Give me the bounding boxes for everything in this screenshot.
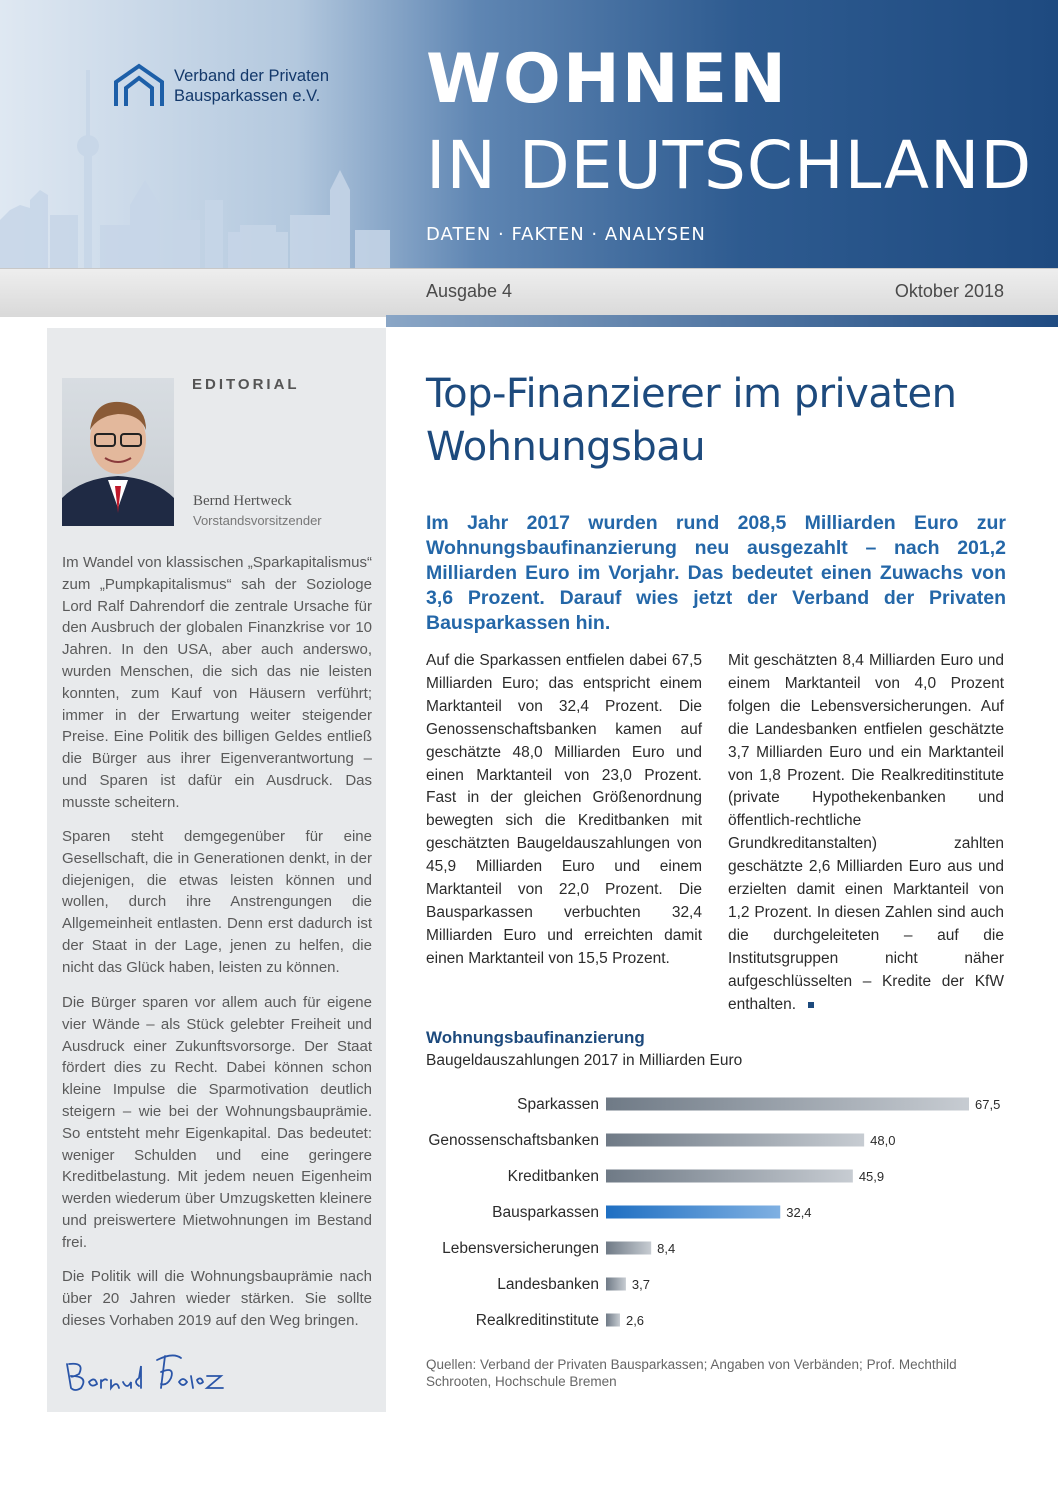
logo-line2: Bausparkassen e.V.	[174, 87, 321, 105]
value-label: 3,7	[631, 1277, 650, 1292]
article-column-1: Auf die Sparkassen entfielen dabei 67,5 Milliarden Euro; das entspricht einem Marktanteil von 32,4 Prozent. Die Genossenschaftsbanken kamen auf geschätzte 48,0 Milliarden Euro und einen Marktanteil von 23,0 Prozent. Fast in der gleichen Größenordnung bewegten sich die Kreditbanken mit geschätzten Baugeldauszahlungen von 45,9 Milliarden Euro und einem Marktanteil von 22,0 Prozent. Die Bausparkassen verbuchten 32,4 Milliarden Euro und erreichten damit einen Marktanteil von 15,5 Prozent.	[426, 652, 702, 967]
article-column-2	[728, 650, 1004, 1017]
bar-chart	[420, 1088, 1040, 1338]
chart-title: Wohnungsbaufinanzierung	[426, 1028, 645, 1047]
editorial-paragraph-1: Im Wandel von klassischen „Sparkapitalismus“ zum „Pumpkapitalismus“ sah der Soziologe Lord Ralf Dahrendorf die zentrale Ursache für den Ausbruch der globalen Finanzkrise vor 10 Jahren. In den USA, aber auch anderswo, wurden Menschen, die sich das nie leisten konnten, zum Kauf von Häusern verführt; immer in der Erwartung weiter steigender Preise. Eine Politik des billigen Geldes entließ die Bürger aus ihrer Eigenverantwortung – und Sparen ist dafür ein Ausdruck. Das musste scheitern.	[62, 554, 372, 811]
editorial-paragraph-2: Sparen steht demgegenüber für eine Gesellschaft, die in Generationen denkt, in der diejenigen, die etwas leisten können und wollen, durch ihre Anstrengungen die Allgemeinheit entlasten. Denn erst dadurch ist der Staat in der Lage, jenen zu helfen, die nicht das Glück haben, leisten zu können.	[62, 828, 372, 976]
category-label: Genossenschaftsbanken	[428, 1132, 599, 1149]
house-logo-icon	[112, 62, 166, 108]
category-label: Bausparkassen	[492, 1204, 599, 1221]
editorial-paragraph-3: Die Bürger sparen vor allem auch für eigene vier Wände – als Stück gelebter Freiheit und Ausdruck einer Zukunftsvorsorge. Der Staat fördert dies zu Recht. Dabei können schon kleine Impulse die Sparmotivation deutlich steigern – wie bei der Wohnungsbauprämie. So entsteht mehr Eigenkapital. Das bedeutet: weniger Schulden und eine geringere Kreditbelastung. Mit jedem neuen Eigenheim werden wiederum über Umzugsketten kleinere und preiswertere Mietwohnungen im Bestand frei.	[62, 994, 372, 1251]
bar-landesbanken	[606, 1278, 626, 1291]
category-label: Landesbanken	[497, 1276, 599, 1293]
value-label: 67,5	[975, 1097, 1001, 1112]
editorial-paragraph-4: Die Politik will die Wohnungsbauprämie nach über 20 Jahren wieder stärken. Sie sollte dieses Vorhaben 2019 auf den Weg bringen.	[62, 1268, 372, 1329]
category-label: Kreditbanken	[507, 1168, 599, 1185]
article-lead: Im Jahr 2017 wurden rund 208,5 Milliarden Euro zur Wohnungsbaufinanzierung neu ausgezahlt – nach 201,2 Milliarden Euro im Vorjahr. Das bedeutet einen Zuwachs von 3,6 Prozent. Darauf wies jetzt der Verband der Privaten Bausparkassen hin.	[426, 512, 1006, 634]
issue-date: Oktober 2018	[894, 281, 1004, 301]
category-label: Lebensversicherungen	[442, 1240, 599, 1257]
end-mark-icon	[808, 1002, 814, 1008]
issue-bar	[0, 268, 1058, 317]
bar-lebensversicherungen	[606, 1242, 651, 1255]
logo-line1: Verband der Privaten	[174, 67, 330, 85]
city-skyline-graphic	[0, 0, 390, 268]
masthead	[0, 0, 1058, 268]
logo-text	[174, 66, 329, 106]
title-line1: WOHNEN	[426, 40, 788, 119]
bar-genossenschaftsbanken	[606, 1134, 864, 1147]
bar-kreditbanken	[606, 1170, 853, 1183]
author-portrait-icon	[62, 378, 174, 526]
author-photo	[62, 378, 174, 526]
value-label: 45,9	[858, 1169, 885, 1184]
bar-sparkassen	[606, 1098, 969, 1111]
author-signature	[61, 1346, 241, 1396]
value-label: 2,6	[625, 1313, 645, 1328]
editorial-label: EDITORIAL	[192, 376, 300, 393]
author-role: Vorstandsvorsitzender	[193, 513, 322, 528]
bar-bausparkassen	[606, 1206, 780, 1219]
vdpb-logo	[112, 62, 362, 112]
article-column-2-text: Mit geschätzten 8,4 Milliarden Euro und einem Marktanteil von 4,0 Prozent folgen die Lebensversicherungen. Auf die Landesbanken entfielen geschätzte 3,7 Milliarden Euro und ein Marktanteil von 1,8 Prozent. Die Realkreditinstitute (private Hypothekenbanken und öffentlich-rechtliche Grundkreditanstalten) zahlten geschätzte 2,6 Milliarden Euro aus und erzielten damit einen Marktanteil von 1,2 Prozent. In diesen Zahlen sind auch die durchgeleiteten – auf die Institutsgruppen nicht näher aufgeschlüsselten – Kredite der KfW enthalten.	[728, 652, 1004, 1013]
bar-realkreditinstitute	[606, 1314, 620, 1327]
issue-number: Ausgabe 4	[426, 281, 513, 301]
subtitle: DATEN · FAKTEN · ANALYSEN	[426, 224, 706, 245]
value-label: 32,4	[786, 1205, 812, 1220]
chart-subtitle: Baugeldauszahlungen 2017 in Milliarden Euro	[426, 1052, 743, 1069]
category-label: Sparkassen	[517, 1096, 599, 1113]
article-headline: Top-Finanzierer im privaten Wohnungsbau	[426, 371, 957, 470]
title-line2: IN DEUTSCHLAND	[426, 127, 1033, 204]
chart-source: Quellen: Verband der Privaten Bausparkassen; Angaben von Verbänden; Prof. Mechthild Schrooten, Hochschule Bremen	[426, 1357, 957, 1389]
editorial-sidebar	[47, 328, 386, 1412]
category-label: Realkreditinstitute	[475, 1312, 599, 1329]
author-name: Bernd Hertweck	[193, 493, 292, 509]
accent-stripe	[386, 315, 1058, 327]
value-label: 8,4	[657, 1241, 676, 1256]
value-label: 48,0	[870, 1133, 896, 1148]
